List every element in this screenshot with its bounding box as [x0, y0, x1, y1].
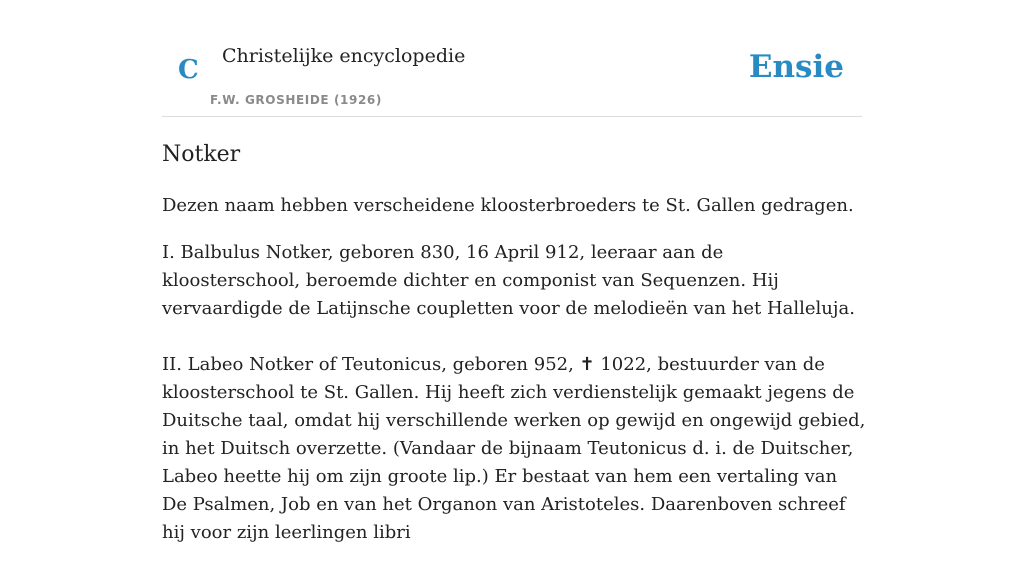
ensie-logo[interactable]: Ensie: [748, 49, 844, 85]
book-title[interactable]: Christelijke encyclopedie: [222, 45, 466, 67]
article-paragraph: Dezen naam hebben verscheidene kloosterbroeders te St. Gallen gedragen.: [162, 195, 854, 216]
article-paragraph: II. Labeo Notker of Teutonicus, geboren 952, ✝ 1022, bestuurder van de kloosterschool te St. Gallen. Hij heeft zich verdienstelijk gemaakt jegens de Duitsche taal, omdat hij verschillende werken op gewijd en ongewijd gebied, in het Duitsch overzette. (Vandaar de bijnaam Teutonicus d. i. de Duitscher, Labeo heette hij om zijn groote lip.) Er bestaat van hem een vertaling van De Psalmen, Job en van het Organon van Aristoteles. Daarenboven schreef hij voor zijn leerlingen libri: [162, 354, 866, 543]
book-logo-icon[interactable]: C: [178, 55, 199, 85]
book-header: [162, 0, 862, 117]
article-paragraph: I. Balbulus Notker, geboren 830, 16 April 912, leeraar aan de kloosterschool, beroemde dichter en componist van Sequenzen. Hij vervaardigde de Latijnsche coupletten voor de melodieën van het Halleluja.: [162, 242, 855, 319]
article: [162, 136, 867, 566]
article-title: Notker: [162, 142, 241, 167]
book-author: F.W. GROSHEIDE (1926): [210, 93, 382, 107]
